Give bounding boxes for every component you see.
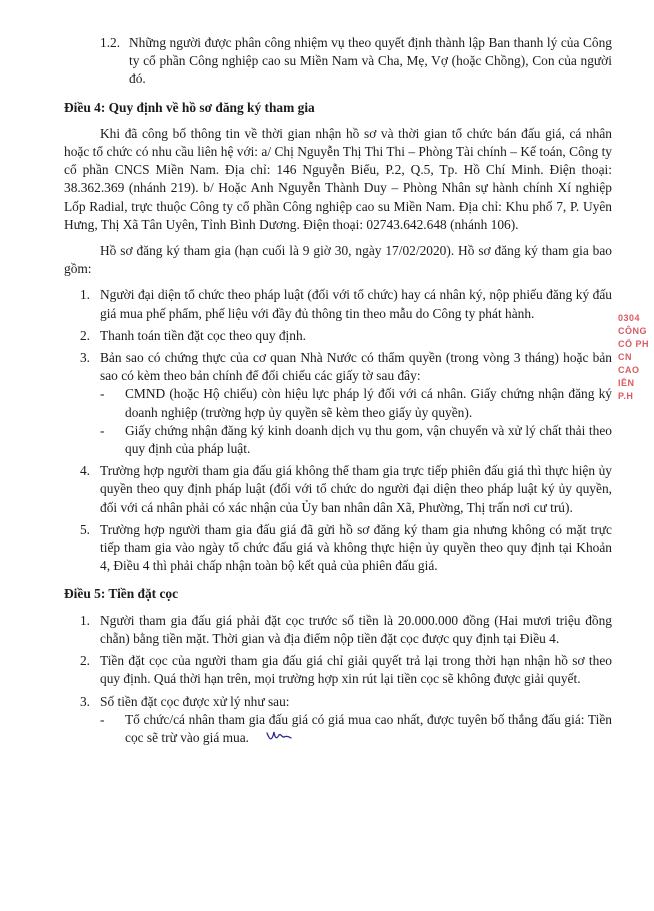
sub-list xyxy=(100,385,612,458)
sub-list-item xyxy=(100,422,612,458)
sub-list-item xyxy=(100,385,612,421)
list-item-number: 1. xyxy=(79,287,90,303)
list-item-number: 5. xyxy=(79,521,90,537)
list-item xyxy=(64,327,612,345)
sub-list-text: Tổ chức/cá nhân tham gia đấu giá có giá mua cao nhất, được tuyên bố thắng đấu giá: Tiền cọc sẽ trừ vào giá mua. xyxy=(125,711,612,745)
stamp-line: CAO xyxy=(618,365,640,375)
sub-list-dash: - xyxy=(100,386,105,402)
stamp-line: CỔ PH xyxy=(618,339,650,349)
list-item xyxy=(64,286,612,322)
list-item-text: Trường hợp người tham gia đấu giá không thể tham gia trực tiếp phiên đấu giá thì thực hiện ủy quyền theo quy định pháp luật (đối với tổ chức do người đại diện theo pháp luật ký ủy quyền, đối với cá nhân phải có xác nhận của Ủy ban nhân dân Xã, Phường, Thị trấn nơi cư trú). xyxy=(100,463,612,515)
list-item xyxy=(64,612,612,648)
sub-list-item xyxy=(100,711,612,749)
list-item-text: Bản sao có chứng thực của cơ quan Nhà Nước có thẩm quyền (trong vòng 3 tháng) hoặc bản sao có kèm theo bản chính để đối chiếu các giấy tờ sau đây: xyxy=(100,350,612,384)
list-item-text: Tiền đặt cọc của người tham gia đấu giá chỉ giải quyết trả lại trong thời hạn nhận hồ sơ theo quy định. Quá thời hạn trên, mọi trường hợp xin rút lại tiền cọc sẽ không được giải quyết. xyxy=(100,653,612,687)
list-item xyxy=(64,521,612,576)
intro-list-item xyxy=(100,34,612,89)
stamp-line: 0304 xyxy=(618,313,641,323)
red-stamp xyxy=(618,312,654,422)
stamp-line: CN xyxy=(618,352,632,362)
sub-list-text: CMND (hoặc Hộ chiếu) còn hiệu lực pháp lý đối với cá nhân. Giấy chứng nhận đăng ký doanh nghiệp (trường hợp ủy quyền sẽ kèm theo giấy ủy quyền). xyxy=(125,386,612,420)
list-item-number: 2. xyxy=(79,653,90,669)
stamp-line: P.H xyxy=(618,391,634,401)
section4-contact-paragraph: Khi đã công bố thông tin về thời gian nhận hồ sơ và thời gian tổ chức bán đấu giá, cá nhân hoặc tổ chức có nhu cầu liên hệ với: a/ Chị Nguyễn Thị Thi Thi – Phòng Tài chính – Kế toán, Công ty cổ phần CNCS Miền Nam. Địa chỉ: 146 Nguyễn Biểu, P.2, Q.5, Tp. Hồ Chí Minh. Điện thoại: 38.362.369 (nhánh 219). b/ Hoặc Anh Nguyễn Thành Duy – Phòng Nhân sự hành chính Xí nghiệp Lốp Radial, trực thuộc Công ty cổ phần Công nghiệp cao su Miền Nam. Địa chỉ: Khu phố 7, P. Uyên Hưng, Thị Xã Tân Uyên, Tỉnh Bình Dương. Điện thoại: 02743.642.648 (nhánh 106). xyxy=(64,125,612,232)
section4-heading: Điều 4: Quy định về hồ sơ đăng ký tham gia xyxy=(64,99,315,115)
stamp-line: CÔNG xyxy=(618,326,647,336)
sub-list-dash: - xyxy=(100,711,105,727)
list-item-text: Thanh toán tiền đặt cọc theo quy định. xyxy=(100,327,307,343)
list-item-number: 1. xyxy=(79,612,90,628)
sub-list xyxy=(100,711,612,749)
intro-item-text: Những người được phân công nhiệm vụ theo quyết định thành lập Ban thanh lý của Công ty cổ phần Công nghiệp cao su Miền Nam và Cha, Mẹ, Vợ (hoặc Chồng), Con của người đó. xyxy=(129,35,612,87)
intro-item-number: 1.2. xyxy=(100,35,121,50)
sub-list-dash: - xyxy=(100,422,105,438)
list-item-text: Số tiền đặt cọc được xử lý như sau: xyxy=(100,693,290,709)
list-item xyxy=(64,652,612,688)
list-item-text: Trường hợp người tham gia đấu giá đã gửi hồ sơ đăng ký tham gia nhưng không có mặt trực tiếp tham gia vào ngày tổ chức đấu giá và không thực hiện ủy quyền theo quy định tại Khoản 4, Điều 4 thì phải chấp nhận toàn bộ kết quả của phiên đấu giá. xyxy=(100,521,612,574)
list-item-number: 2. xyxy=(79,327,90,343)
list-item xyxy=(64,693,612,749)
sub-list-text: Giấy chứng nhận đăng ký kinh doanh dịch vụ thu gom, vận chuyển và xử lý chất thải theo quy định của pháp luật. xyxy=(125,422,612,457)
list-item xyxy=(64,462,612,517)
list-item-number: 3. xyxy=(79,350,90,366)
list-item xyxy=(64,349,612,458)
section4-list xyxy=(64,286,612,575)
list-item-text: Người tham gia đấu giá phải đặt cọc trước số tiền là 20.000.000 đồng (Hai mươi triệu đồng chẵn) bằng tiền mặt. Thời gian và địa điểm nộp tiền đặt cọc được quy định tại Điều 4. xyxy=(100,612,612,646)
stamp-line: IỀN xyxy=(618,378,635,388)
list-item-text: Người đại diện tổ chức theo pháp luật (đối với tổ chức) hay cá nhân ký, nộp phiếu đăng ký đấu giá mua phế phẩm, phế liệu với đầy đủ thông tin theo mẫu do Công ty phát hành. xyxy=(100,287,612,321)
signature-icon xyxy=(266,729,292,748)
section5-list xyxy=(64,612,612,749)
list-item-number: 4. xyxy=(79,463,90,479)
section4-dossier-paragraph: Hồ sơ đăng ký tham gia (hạn cuối là 9 giờ 30, ngày 17/02/2020). Hồ sơ đăng ký tham gia bao gồm: xyxy=(64,243,612,277)
list-item-number: 3. xyxy=(79,693,90,709)
section5-heading: Điều 5: Tiền đặt cọc xyxy=(64,586,179,602)
